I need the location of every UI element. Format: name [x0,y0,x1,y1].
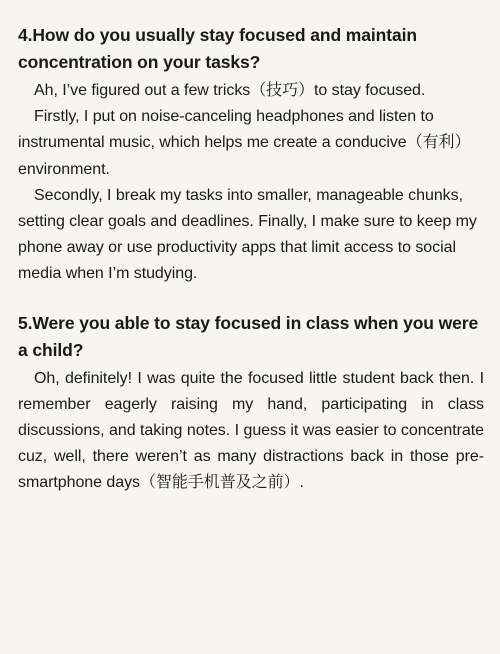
question-5: 5.Were you able to stay focused in class when you were a child? [18,312,479,360]
qa-section-4 [18,22,484,288]
answer-paragraph-1: Oh, definitely! I was quite the focused little student back then. I remember eagerly raising my hand, participating in class discussions, and taking notes. I guess it was easier to concentrate cuz, well, there weren’t as many distractions back in those pre-smartphone days（智能手机普及之前）. [18,369,484,492]
answer-paragraph-1: Ah, I’ve figured out a few tricks（技巧）to stay focused. [34,82,426,99]
question-4: 4.How do you usually stay focused and maintain concentration on your tasks? [18,25,417,72]
answer-paragraph-2: Firstly, I put on noise-canceling headphones and listen to instrumental music, which helps me create a conducive（有利）environment. [18,108,471,178]
qa-section-5 [18,310,484,497]
answer-paragraph-3: Secondly, I break my tasks into smaller, manageable chunks, setting clear goals and deadlines. Finally, I make sure to keep my phone away or use productivity apps that limit access to social media when I’m studying. [18,186,477,283]
